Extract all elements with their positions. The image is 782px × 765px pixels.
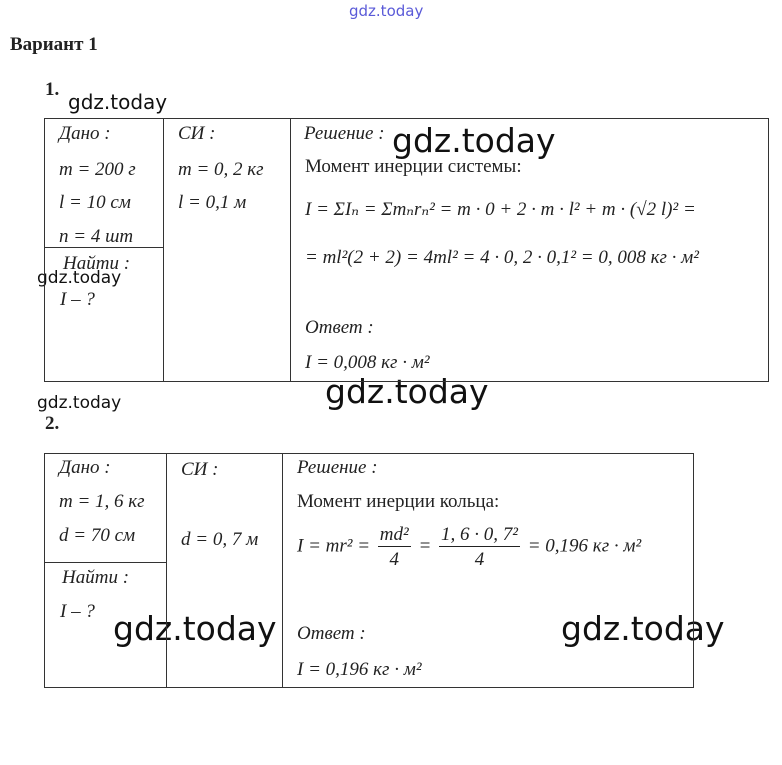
problem2-table [44, 453, 694, 688]
solution-label: Решение : [297, 457, 378, 478]
given-label: Дано : [59, 457, 111, 478]
given-item: n = 4 шт [59, 226, 134, 247]
si-label: СИ : [181, 459, 219, 480]
column-divider [282, 453, 283, 687]
fraction [439, 525, 520, 569]
watermark: gdz.today [392, 121, 556, 160]
si-label: СИ : [178, 123, 216, 144]
problem-number: 1. [45, 79, 60, 100]
solution-intro: Момент инерции системы: [305, 156, 522, 177]
variant-heading: Вариант 1 [10, 34, 98, 55]
equals: = [418, 535, 432, 557]
equation-lhs: I = mr² = [297, 535, 371, 557]
denominator: 4 [389, 549, 399, 570]
equation: I = ΣIₙ = Σmₙrₙ² = m · 0 + 2 · m · l² + m · (√2 l)² = [305, 199, 696, 220]
numerator: 1, 6 · 0, 7² [441, 524, 518, 545]
column-divider [290, 118, 291, 381]
find-value: I – ? [60, 289, 95, 310]
watermark: gdz.today [37, 268, 122, 288]
answer-label: Ответ : [297, 623, 366, 644]
si-item: d = 0, 7 м [181, 529, 259, 550]
equation [297, 525, 641, 569]
denominator: 4 [474, 549, 485, 570]
watermark: gdz.today [325, 372, 489, 411]
given-item: m = 1, 6 кг [59, 491, 145, 512]
si-item: m = 0, 2 кг [178, 159, 264, 180]
column-divider [166, 453, 167, 687]
watermark: gdz.today [113, 609, 277, 648]
problem-number: 2. [45, 413, 60, 434]
given-label: Дано : [59, 123, 111, 144]
column-divider [163, 118, 164, 381]
answer-value: I = 0,196 кг · м² [297, 659, 422, 680]
watermark: gdz.today [68, 90, 168, 114]
solution-intro: Момент инерции кольца: [297, 491, 500, 512]
row-divider [44, 247, 164, 248]
answer-label: Ответ : [305, 317, 374, 338]
find-value: I – ? [60, 601, 95, 622]
equation: = ml²(2 + 2) = 4ml² = 4 · 0, 2 · 0,1² = 0, 008 кг · м² [305, 247, 699, 268]
given-item: d = 70 см [59, 525, 136, 546]
find-label: Найти : [62, 567, 130, 588]
numerator: md² [379, 524, 409, 545]
equation-rhs: = 0,196 кг · м² [527, 535, 642, 557]
row-divider [44, 562, 167, 563]
watermark: gdz.today [37, 393, 122, 413]
watermark-top: gdz.today [349, 2, 424, 20]
given-item: m = 200 г [59, 159, 136, 180]
given-item: l = 10 см [59, 192, 131, 213]
answer-value: I = 0,008 кг · м² [305, 352, 430, 373]
solution-label: Решение : [304, 123, 385, 144]
find-label: Найти : [63, 253, 131, 274]
si-item: l = 0,1 м [178, 192, 247, 213]
watermark: gdz.today [561, 609, 725, 648]
fraction [378, 525, 411, 569]
